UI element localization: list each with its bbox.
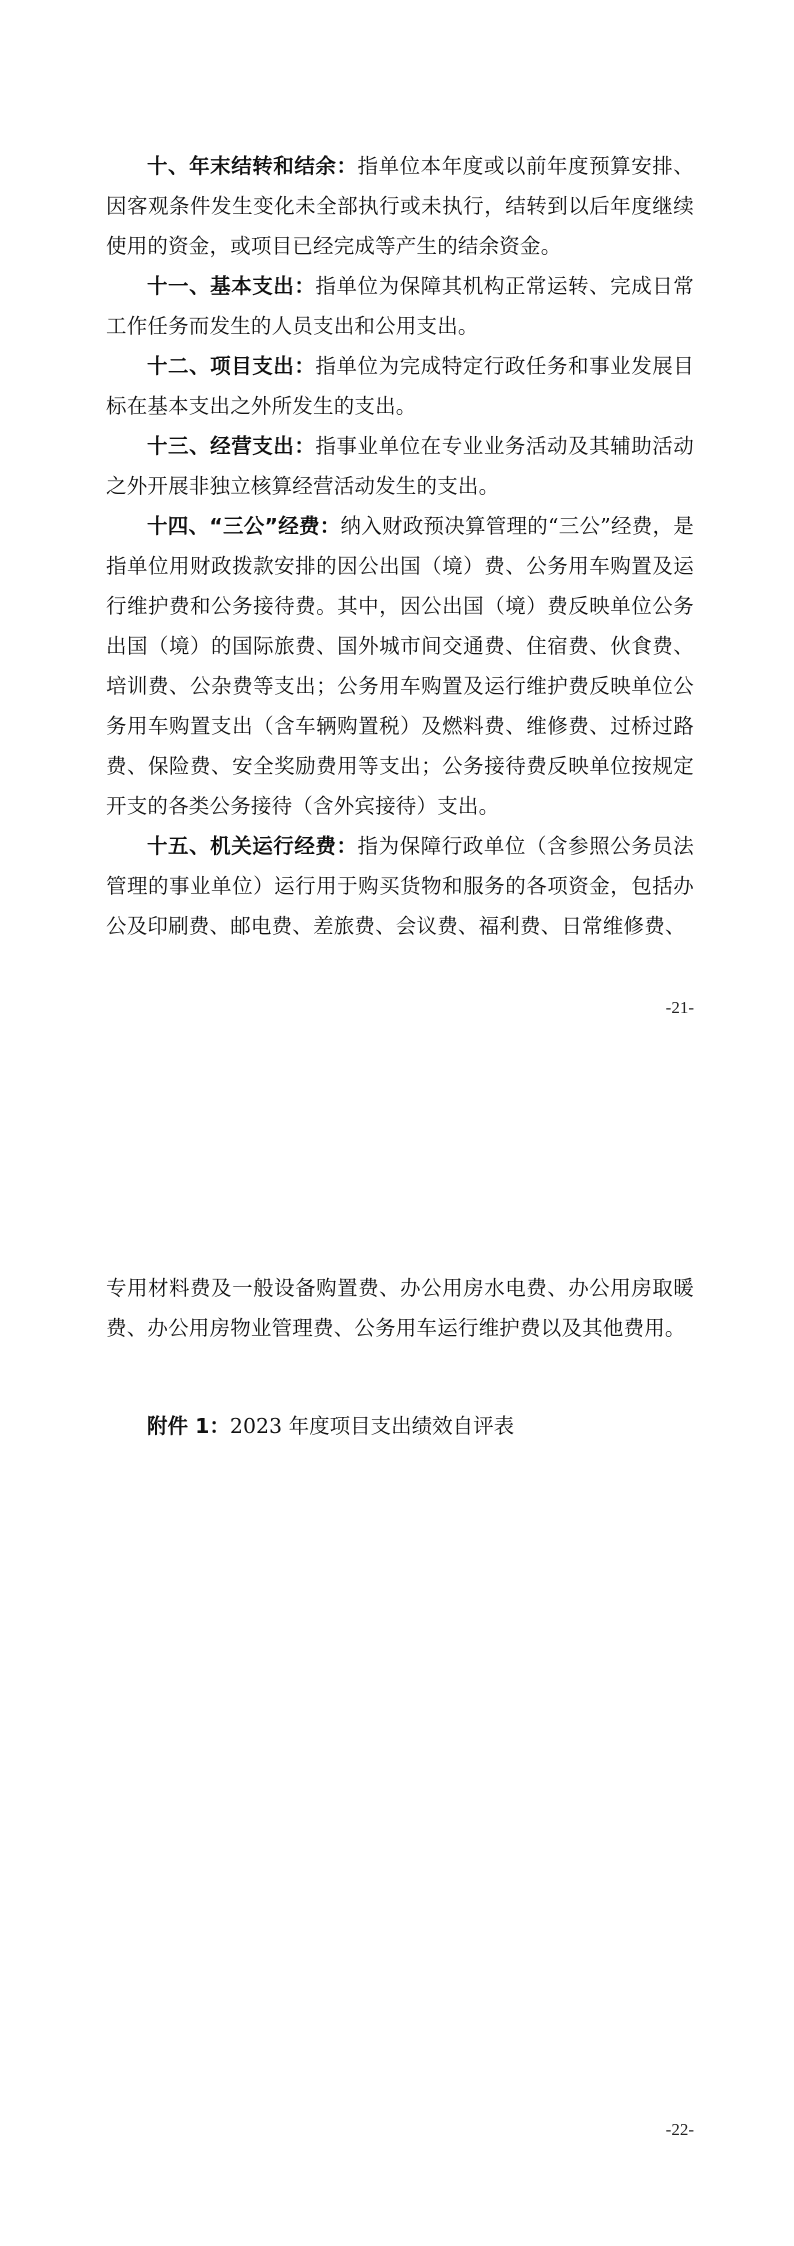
paragraph-three-public-expenses <box>106 506 694 826</box>
term-label: 十一、基本支出： <box>147 274 316 298</box>
attachment-line <box>147 1406 514 1446</box>
paragraph-continuation: 专用材料费及一般设备购置费、办公用房水电费、办公用房取暖费、办公用房物业管理费、公务用车运行维护费以及其他费用。 <box>106 1276 694 1340</box>
attachment-label: 附件 1： <box>147 1414 230 1438</box>
term-label: 十四、“三公”经费： <box>147 514 341 538</box>
paragraph-text: 指单位为保障其机构正常运转、完成日常工作任务而发生的人员支出和公用支出。 <box>106 274 694 338</box>
term-label: 十二、项目支出： <box>147 354 316 378</box>
body-text <box>106 146 694 946</box>
paragraph-text: 指单位本年度或以前年度预算安排、因客观条件发生变化未全部执行或未执行，结转到以后年度继续使用的资金，或项目已经完成等产生的结余资金。 <box>106 154 695 258</box>
paragraph-year-end-balance <box>106 146 694 266</box>
paragraph-operating-expenditure <box>106 426 694 506</box>
term-label: 十、年末结转和结余： <box>147 154 358 178</box>
paragraph-project-expenditure <box>106 346 694 426</box>
paragraph-text: 纳入财政预决算管理的“三公”经费，是指单位用财政拨款安排的因公出国（境）费、公务用车购置及运行维护费和公务接待费。其中，因公出国（境）费反映单位公务出国（境）的国际旅费、国外城市间交通费、住宿费、伙食费、培训费、公杂费等支出；公务用车购置及运行维护费反映单位公务用车购置支出（含车辆购置税）及燃料费、维修费、过桥过路费、保险费、安全奖励费用等支出；公务接待费反映单位按规定开支的各类公务接待（含外宾接待）支出。 <box>106 514 694 818</box>
page-22 <box>0 1123 794 2246</box>
paragraph-basic-expenditure <box>106 266 694 346</box>
term-label: 十五、机关运行经费： <box>147 834 358 858</box>
term-label: 十三、经营支出： <box>147 434 316 458</box>
paragraph-text: 指单位为完成特定行政任务和事业发展目标在基本支出之外所发生的支出。 <box>106 354 694 418</box>
paragraph-text: 指为保障行政单位（含参照公务员法管理的事业单位）运行用于购买货物和服务的各项资金，包括办公及印刷费、邮电费、差旅费、会议费、福利费、日常维修费、 <box>106 834 695 938</box>
body-text <box>106 1268 694 1348</box>
paragraph-agency-operating-funds <box>106 826 694 946</box>
page-number: -22- <box>665 2120 694 2139</box>
attachment-title: 2023 年度项目支出绩效自评表 <box>229 1414 515 1438</box>
paragraph-text: 指事业单位在专业业务活动及其辅助活动之外开展非独立核算经营活动发生的支出。 <box>106 434 694 498</box>
page-number: -21- <box>665 998 694 1017</box>
